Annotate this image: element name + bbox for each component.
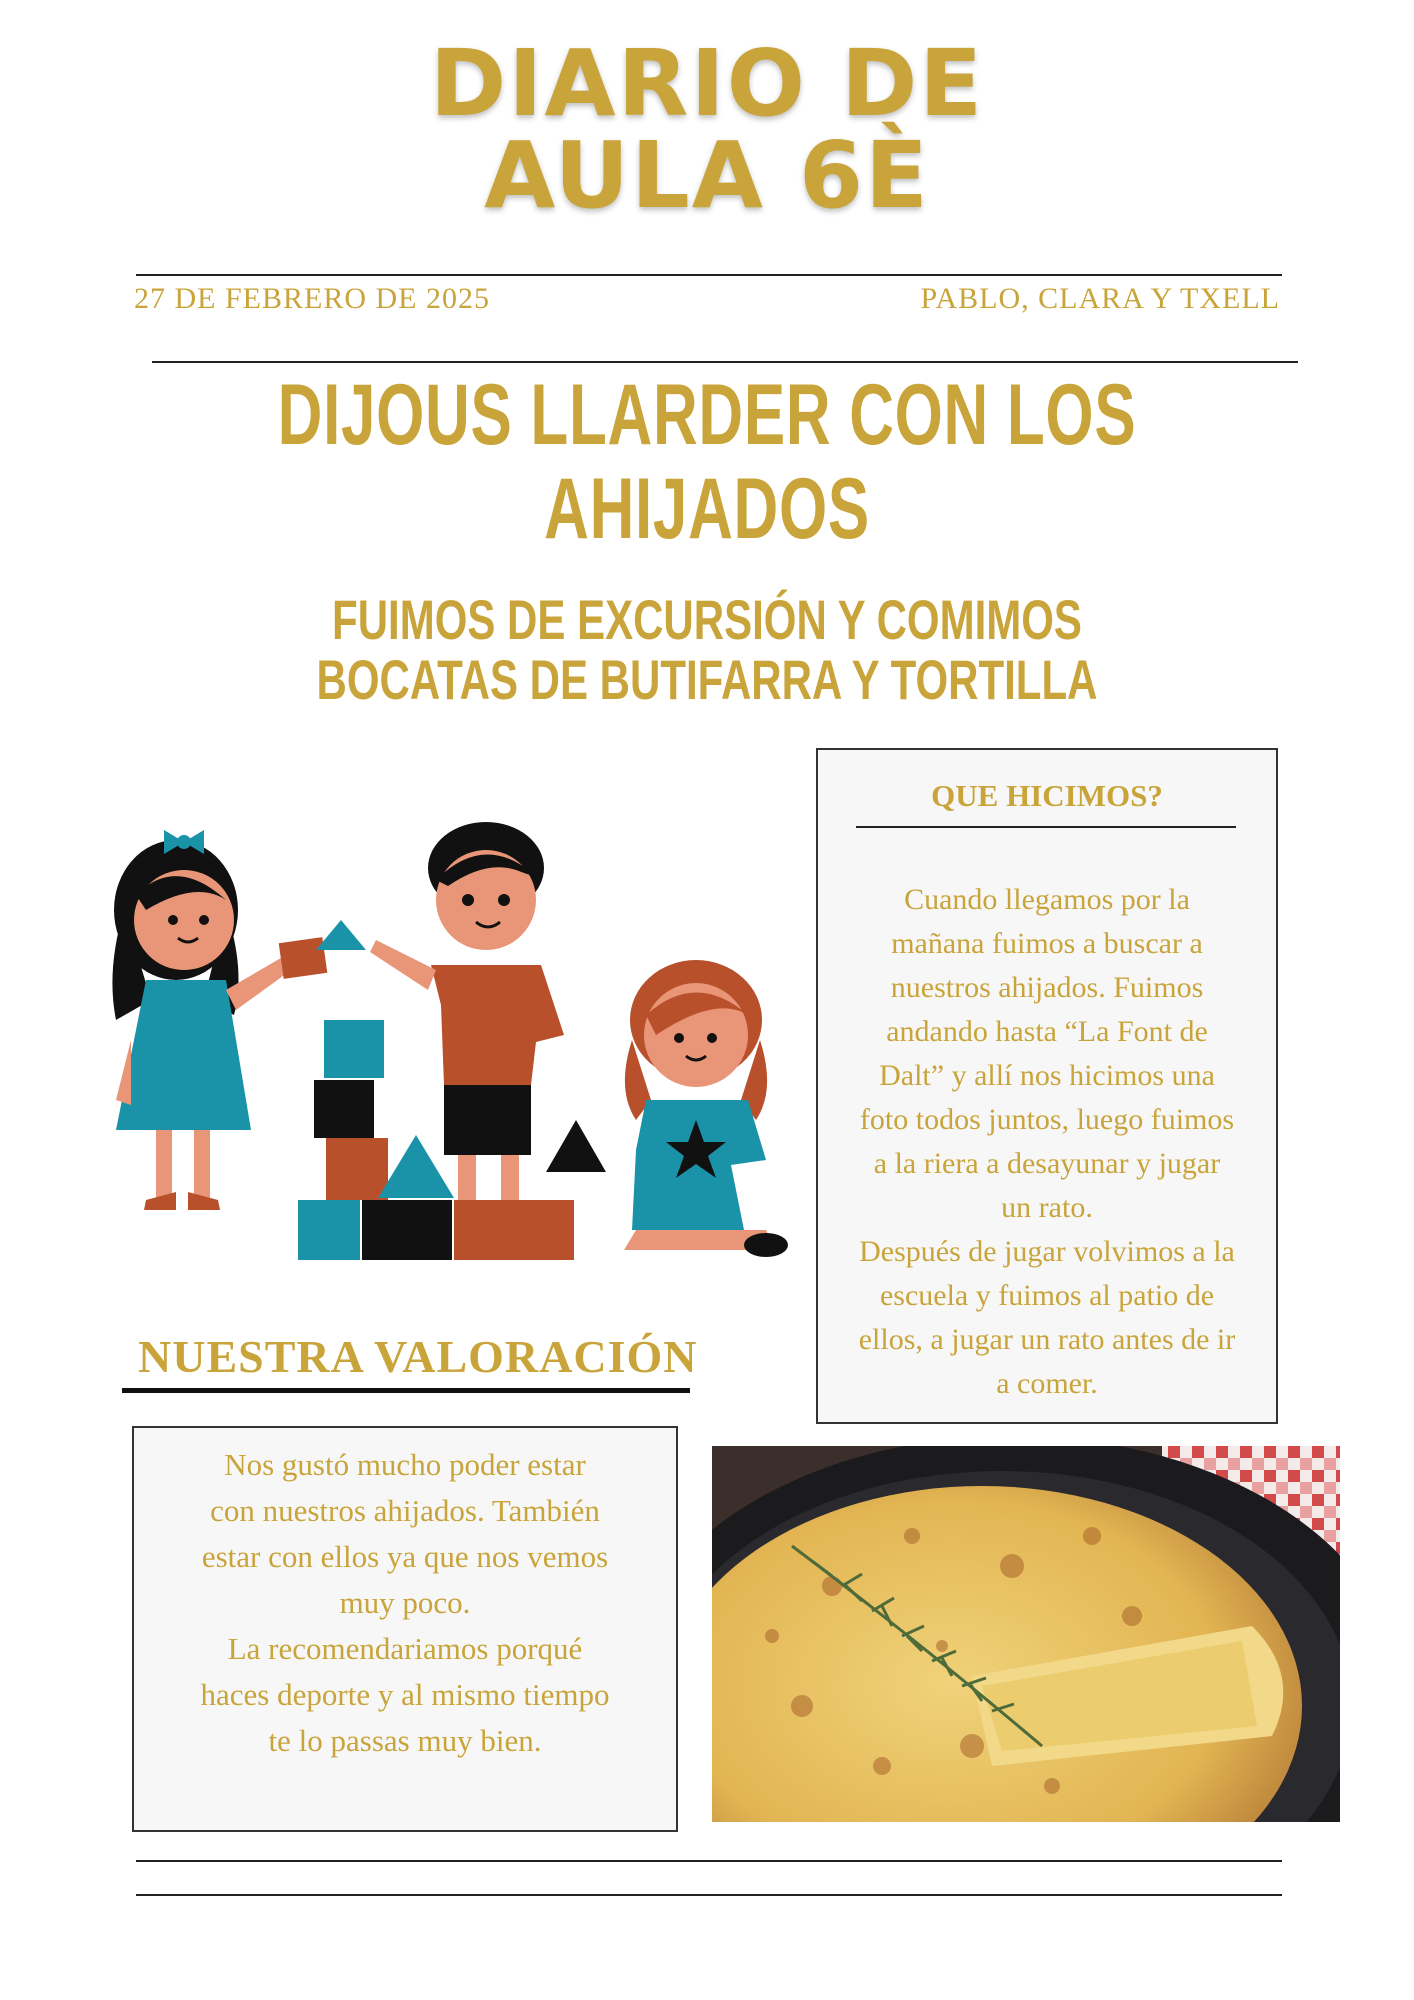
body-line: Nos gustó mucho poder estar <box>224 1447 586 1482</box>
body-line: La recomendariamos porqué <box>227 1631 583 1666</box>
what-we-did-box <box>816 748 1278 1424</box>
body-line: escuela y fuimos al patio de <box>879 1279 1215 1312</box>
body-line: andando hasta “La Font de <box>886 1015 1208 1048</box>
tortilla-photo <box>712 1446 1340 1822</box>
body-line: estar con ellos ya que nos vemos <box>201 1539 609 1574</box>
what-we-did-body <box>818 878 1276 1406</box>
divider-under-meta <box>152 361 1298 363</box>
subheadline-line-1: FUIMOS DE EXCURSIÓN Y COMIMOS <box>332 588 1082 651</box>
body-line: con nuestros ahijados. También <box>210 1493 600 1528</box>
body-line: Después de jugar volvimos a la <box>859 1235 1235 1268</box>
what-we-did-title: QUE HICIMOS? <box>931 778 1163 813</box>
body-line: mañana fuimos a buscar a <box>891 927 1203 960</box>
kids-building-blocks-illustration <box>76 800 816 1260</box>
body-line: un rato. <box>1001 1191 1093 1224</box>
divider-bottom-2 <box>136 1894 1282 1896</box>
body-line: haces deporte y al mismo tiempo <box>200 1677 610 1712</box>
subheadline <box>177 590 1238 710</box>
review-box <box>132 1426 678 1832</box>
girl-right-figure <box>624 960 788 1257</box>
headline-line-1: DIJOUS LLARDER CON LOS <box>277 367 1137 463</box>
authors: PABLO, CLARA Y TXELL <box>920 282 1280 315</box>
subheadline-line-2: BOCATAS DE BUTIFARRA Y TORTILLA <box>316 648 1098 711</box>
divider-bottom-1 <box>136 1860 1282 1862</box>
body-line: ellos, a jugar un rato antes de ir <box>858 1323 1236 1356</box>
masthead-line-2: AULA 6È <box>484 122 930 229</box>
body-line: te lo passas muy bien. <box>268 1723 542 1758</box>
body-line: nuestros ahijados. Fuimos <box>890 971 1204 1004</box>
tortilla-photo-drawing <box>712 1446 1340 1822</box>
body-line: a la riera a desayunar y jugar <box>873 1147 1221 1180</box>
headline-line-2: AHIJADOS <box>544 461 870 557</box>
divider-top <box>136 274 1282 276</box>
issue-date: 27 DE FEBRERO DE 2025 <box>134 282 491 315</box>
body-line: a comer. <box>996 1367 1098 1400</box>
masthead <box>0 30 1414 229</box>
girl-left-figure <box>112 830 294 1210</box>
body-line: Dalt” y allí nos hicimos una <box>879 1059 1215 1092</box>
boy-figure <box>370 822 564 1200</box>
masthead-line-1: DIARIO DE <box>429 30 985 137</box>
review-title: NUESTRA VALORACIÓN <box>138 1331 698 1382</box>
what-we-did-title-underline <box>856 826 1236 828</box>
body-line: foto todos juntos, luego fuimos <box>859 1103 1235 1136</box>
body-line: muy poco. <box>339 1585 471 1620</box>
headline <box>198 368 1216 556</box>
review-title-underline <box>122 1388 690 1393</box>
body-line: Cuando llegamos por la <box>904 883 1190 916</box>
review-body <box>134 1442 676 1764</box>
